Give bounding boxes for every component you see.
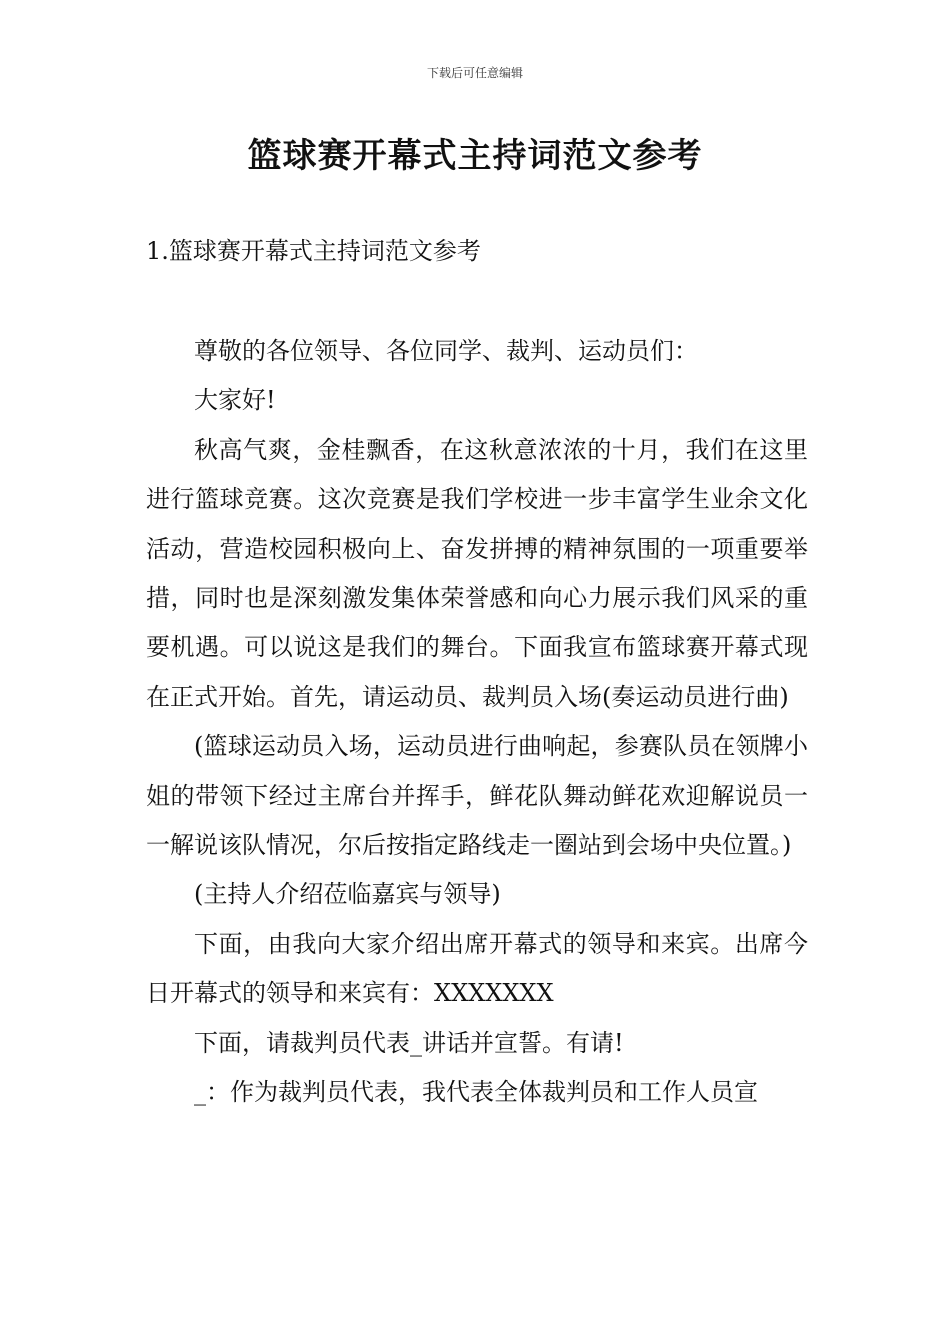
paragraph-greeting: 大家好! [194,386,276,415]
paragraph-referee-invite: 下面，请裁判员代表_讲话并宣誓。有请! [194,1028,624,1057]
paragraph-opening: 秋高气爽，金桂飘香，在这秋意浓浓的十月，我们在这里进行篮球竞赛。这次竞赛是我们学校进一步丰富学生业余文化活动，营造校园积极向上、奋发拼搏的精神氛围的一项重要举措，同时也是深刻激发集体荣誉感和向心力展示我们风采的重要机遇。可以说这是我们的舞台。下面我宣布篮球赛开幕式现在正式开始。首先，请运动员、裁判员入场(奏运动员进行曲) [146,435,808,711]
header-note: 下载后可任意编辑 [426,66,523,80]
section-heading: 1.篮球赛开幕式主持词范文参考 [146,237,481,265]
paragraph-salutation: 尊敬的各位领导、各位同学、裁判、运动员们： [194,337,698,365]
paragraph-referee-oath: _：作为裁判员代表，我代表全体裁判员和工作人员宣 [194,1078,758,1107]
paragraph-entrance-note: (篮球运动员入场，运动员进行曲响起，参赛队员在领牌小姐的带领下经过主席台并挥手，鲜花队舞动鲜花欢迎解说员一一解说该队情况，尔后按指定路线走一圈站到会场中央位置。) [146,732,808,860]
document-title: 篮球赛开幕式主持词范文参考 [247,136,703,176]
document-body [146,327,808,1118]
paragraph-host-note: (主持人介绍莅临嘉宾与领导) [194,880,501,909]
paragraph-guests: 下面，由我向大家介绍出席开幕式的领导和来宾。出席今日开幕式的领导和来宾有：XXXXXXX [146,929,808,1008]
